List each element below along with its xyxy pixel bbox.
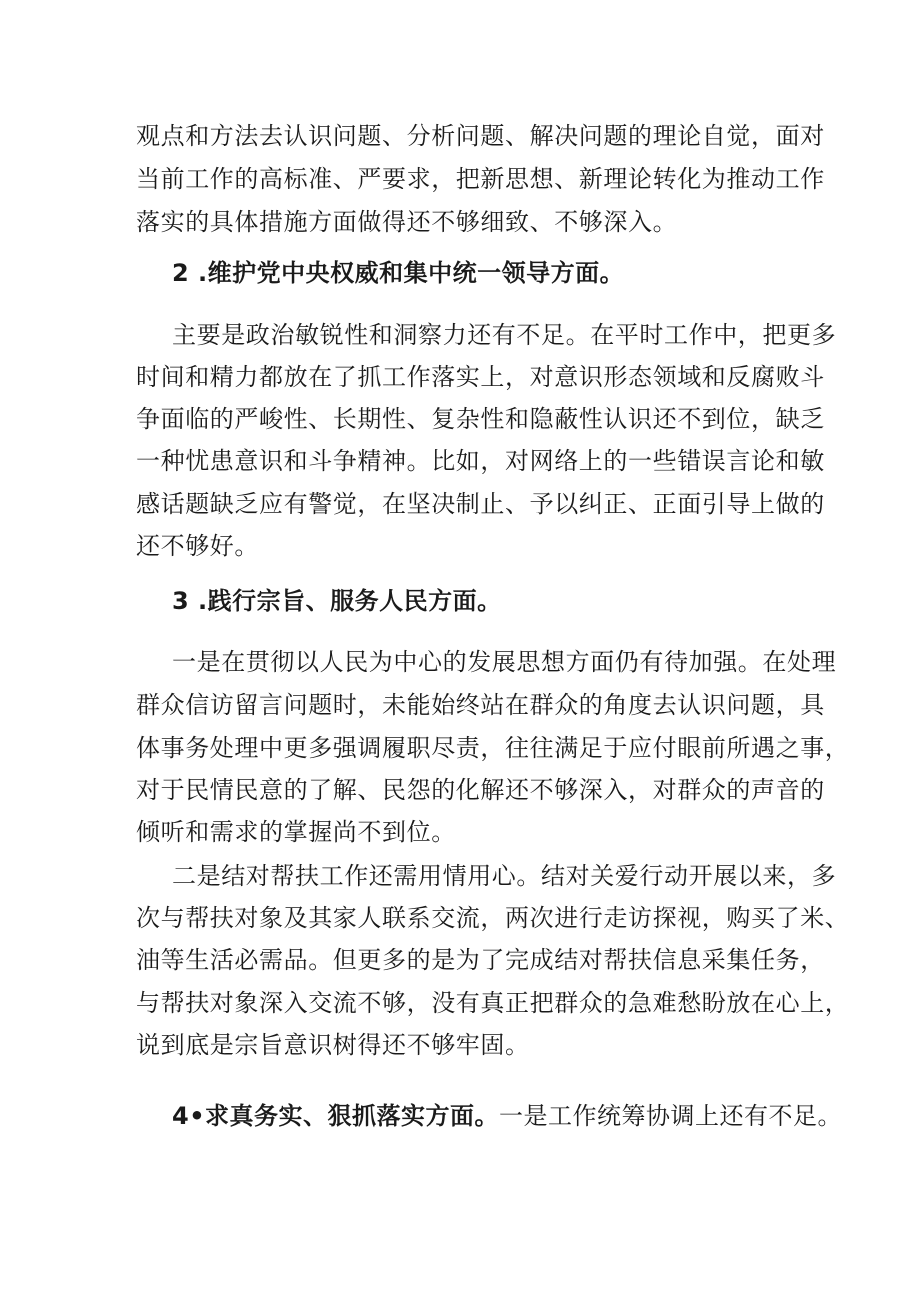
- paragraph-line: 落实的具体措施方面做得还不够细致、不够深入。: [136, 208, 678, 236]
- paragraph-line: 二是结对帮扶工作还需用情用心。结对关爱行动开展以来，多: [172, 862, 837, 890]
- paragraph-line: 群众信访留言问题时，未能始终站在群众的角度去认识问题，具: [136, 691, 825, 719]
- section-4-title: 4•求真务实、狠抓落实方面。: [172, 1102, 500, 1130]
- paragraph-line: 还不够好。: [136, 532, 259, 560]
- section-4-text: 一是工作统筹协调上还有不足。: [499, 1102, 843, 1130]
- paragraph-line: 对于民情民意的了解、民怨的化解还不够深入，对群众的声音的: [136, 776, 825, 804]
- paragraph-line: 当前工作的高标准、严要求，把新思想、新理论转化为推动工作: [136, 165, 825, 193]
- paragraph-line: 说到底是宗旨意识树得还不够牢固。: [136, 1031, 530, 1059]
- paragraph-line: 体事务处理中更多强调履职尽责，往往满足于应付眼前所遇之事，: [136, 734, 850, 762]
- paragraph-line: 一是在贯彻以人民为中心的发展思想方面仍有待加强。在处理: [172, 648, 837, 676]
- paragraph-line: 与帮扶对象深入交流不够，没有真正把群众的急难愁盼放在心上，: [136, 989, 850, 1017]
- paragraph-line: 倾听和需求的掌握尚不到位。: [136, 818, 456, 846]
- section-2-heading: 2 .维护党中央权威和集中统一领导方面。: [172, 259, 625, 287]
- section-4-heading: [172, 1096, 842, 1136]
- paragraph-line: 油等生活必需品。但更多的是为了完成结对帮扶信息采集任务，: [136, 946, 825, 974]
- paragraph-line: 时间和精力都放在了抓工作落实上，对意识形态领域和反腐败斗: [136, 363, 825, 391]
- paragraph-line: 观点和方法去认识问题、分析问题、解决问题的理论自觉，面对: [136, 122, 825, 150]
- paragraph-line: 主要是政治敏锐性和洞察力还有不足。在平时工作中，把更多: [172, 321, 837, 349]
- section-3-heading: 3 .践行宗旨、服务人民方面。: [172, 587, 502, 615]
- paragraph-line: 次与帮扶对象及其家人联系交流，两次进行走访探视，购买了米、: [136, 904, 850, 932]
- paragraph-line: 争面临的严峻性、长期性、复杂性和隐蔽性认识还不到位，缺乏: [136, 405, 825, 433]
- paragraph-line: 感话题缺乏应有警觉，在坚决制止、予以纠正、正面引导上做的: [136, 490, 825, 518]
- paragraph-line: 一种忧患意识和斗争精神。比如，对网络上的一些错误言论和敏: [136, 447, 825, 475]
